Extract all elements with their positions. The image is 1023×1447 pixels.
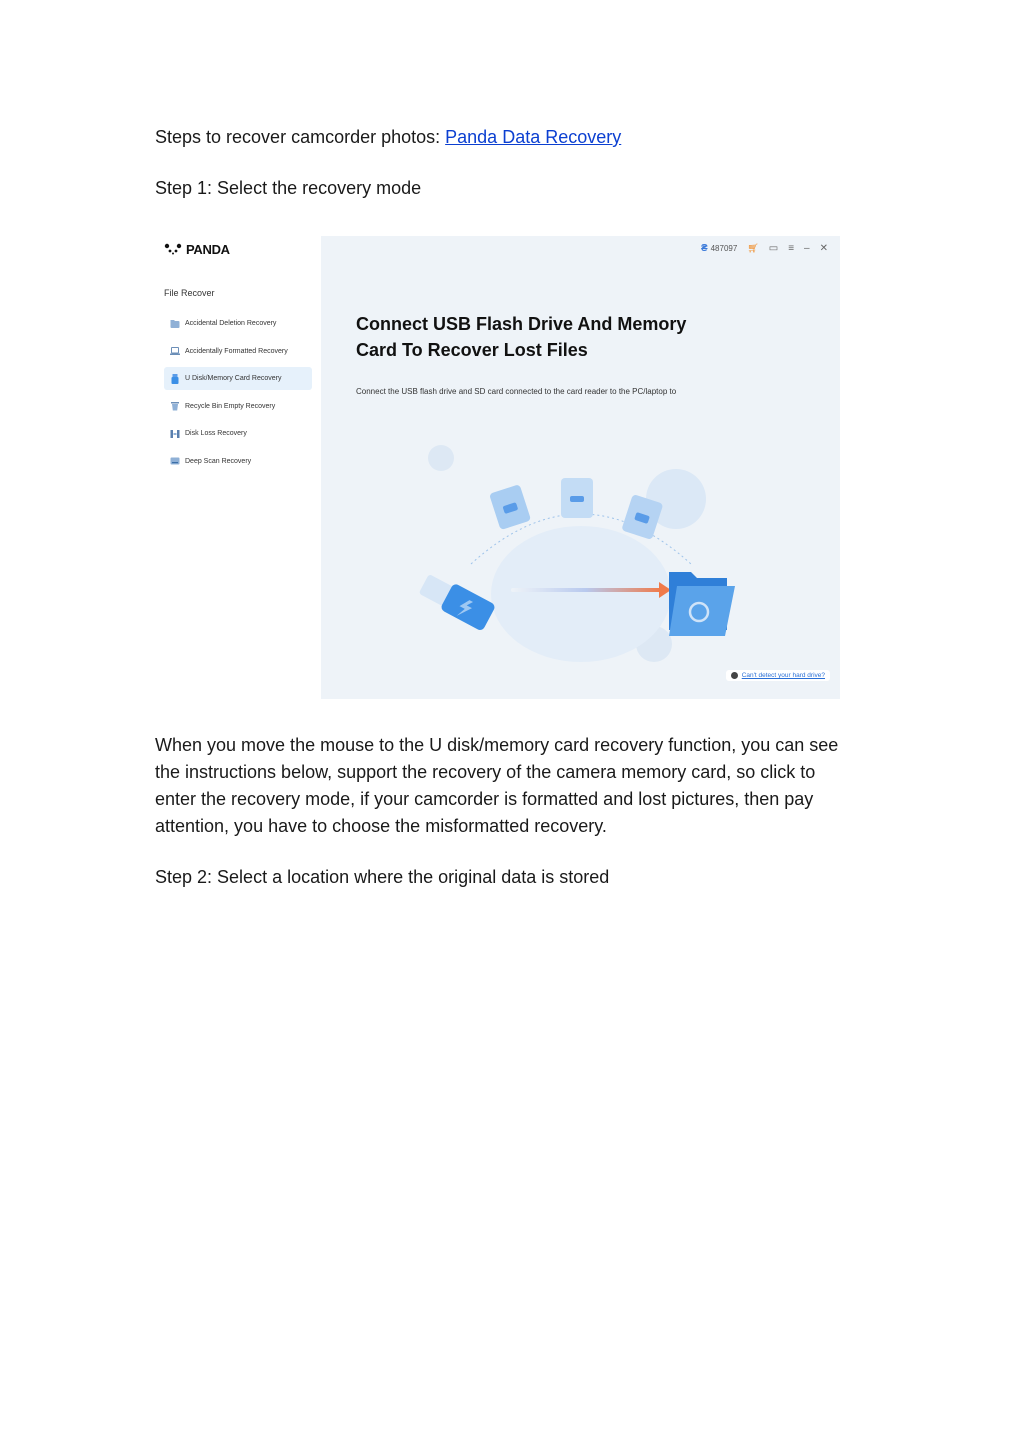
minimize-icon[interactable]: – <box>804 243 810 254</box>
main-subtitle: Connect the USB flash drive and SD card connected to the card reader to the PC/laptop to <box>356 387 677 396</box>
main-headline <box>356 311 756 363</box>
body-paragraph: When you move the mouse to the U disk/memory card recovery function, you can see the instructions below, support the recovery of the camera memory card, so click to enter the recovery mode, if your camcorder is formatted and lost pictures, then pay attention, you have to choose the misformatted recovery. <box>155 735 839 836</box>
sidebar-item-label: Disk Loss Recovery <box>185 430 247 437</box>
sidebar-item-accidental-deletion[interactable] <box>164 312 312 335</box>
sidebar-item-label: U Disk/Memory Card Recovery <box>185 375 282 382</box>
sidebar-item-recycle-bin[interactable] <box>164 395 312 418</box>
cart-icon[interactable]: 🛒︎ <box>747 243 759 253</box>
sidebar-item-label: Deep Scan Recovery <box>185 457 252 465</box>
folder-icon <box>170 319 180 329</box>
scan-icon <box>170 456 180 466</box>
coin-balance[interactable] <box>701 243 737 254</box>
logo-text: PANDA <box>186 242 230 257</box>
step1-title: Step 1: Select the recovery mode <box>155 178 422 198</box>
sidebar-heading: File Recover <box>164 288 215 298</box>
message-icon[interactable]: ▭ <box>768 243 779 254</box>
panda-logo <box>164 242 230 257</box>
sidebar-list <box>164 312 312 477</box>
question-icon <box>731 672 738 679</box>
headline-line-2: Card To Recover Lost Files <box>356 340 588 360</box>
sidebar-item-accidentally-formatted[interactable] <box>164 340 312 363</box>
sidebar-item-label: Recycle Bin Empty Recovery <box>185 402 276 410</box>
help-link-box[interactable] <box>726 670 830 681</box>
cant-detect-drive-link[interactable]: Can't detect your hard drive? <box>741 672 825 679</box>
menu-icon[interactable]: ≡ <box>788 243 795 254</box>
sidebar-item-u-disk-memory-card[interactable] <box>164 367 312 390</box>
sidebar-item-label: Accidental Deletion Recovery <box>185 320 277 327</box>
panda-logo-icon <box>164 243 182 257</box>
app-screenshot <box>155 236 840 699</box>
intro-line <box>155 124 621 151</box>
panda-data-recovery-link[interactable]: Panda Data Recovery <box>445 127 622 147</box>
usb-to-folder-illustration <box>411 444 751 679</box>
coin-icon: ₴ <box>700 243 708 254</box>
sidebar-item-deep-scan[interactable] <box>164 450 312 473</box>
trash-icon <box>170 401 180 411</box>
step2-title: Step 2: Select a location where the original data is stored <box>155 867 610 887</box>
headline-line-1: Connect USB Flash Drive And Memory <box>356 314 687 334</box>
title-bar <box>701 243 828 254</box>
intro-prefix: Steps to recover camcorder photos: <box>155 127 446 147</box>
close-icon[interactable]: ✕ <box>819 243 828 254</box>
sidebar-item-disk-loss[interactable] <box>164 422 312 445</box>
sidebar-item-label: Accidentally Formatted Recovery <box>185 347 288 355</box>
app-sidebar <box>155 236 321 699</box>
laptop-icon <box>170 346 180 356</box>
usb-icon <box>170 374 180 384</box>
disk-icon <box>170 429 180 439</box>
coin-count: 487097 <box>710 244 738 253</box>
app-main-panel <box>321 236 840 699</box>
